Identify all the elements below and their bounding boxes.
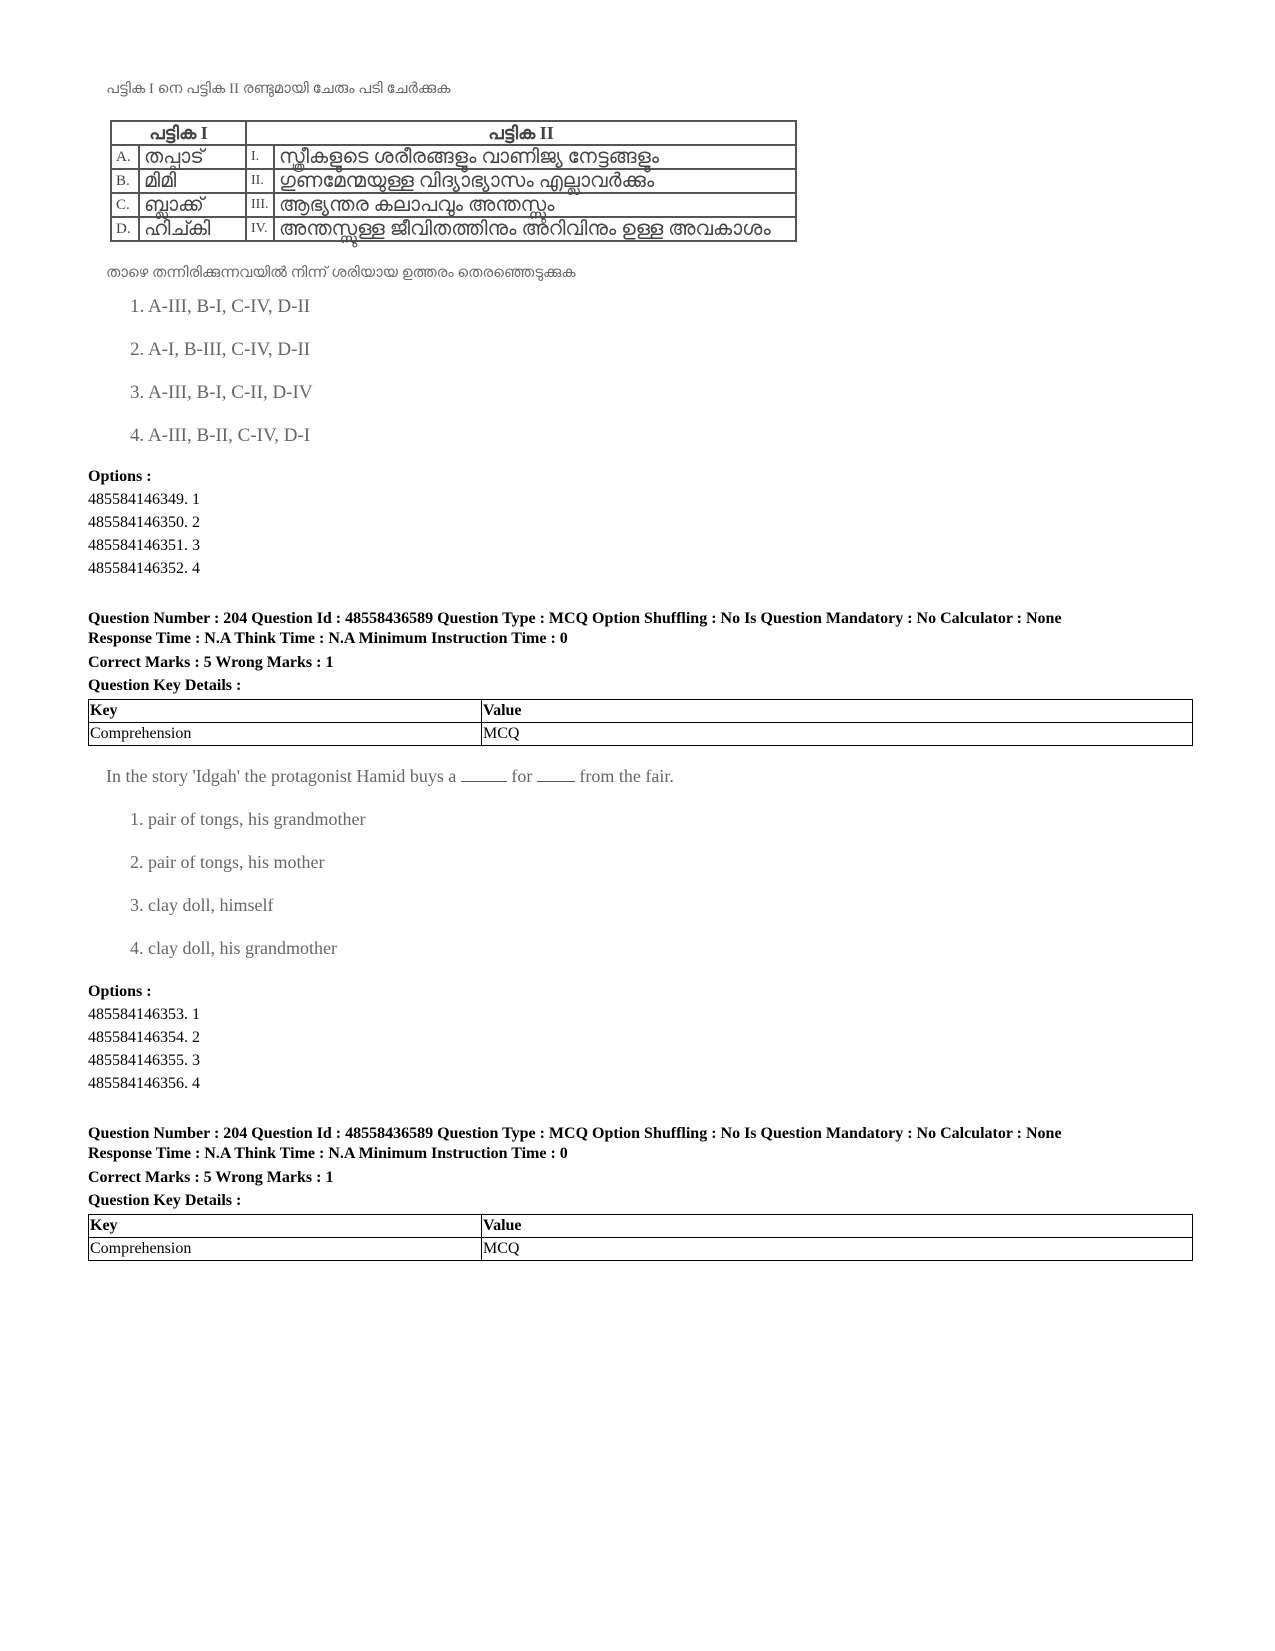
value-header: Value	[482, 700, 1193, 723]
key-details-label: Question Key Details :	[88, 1192, 242, 1209]
option-id: 485584146353. 1	[88, 1006, 200, 1023]
question-meta-line-1: Question Number : 204 Question Id : 48558436589 Question Type : MCQ Option Shuffling : No Is Question Mandatory : No Calculator : None	[88, 610, 1062, 627]
key-details-label: Question Key Details :	[88, 677, 242, 694]
row-roman: III.	[246, 193, 274, 217]
key-details-table	[88, 699, 1193, 746]
key-table-row	[89, 1238, 1193, 1261]
key-cell: Comprehension	[89, 1238, 482, 1261]
stem-part-3: from the fair.	[579, 766, 674, 786]
stem-part-1: In the story 'Idgah' the protagonist Hamid buys a	[106, 766, 457, 786]
row-letter: D.	[111, 217, 139, 241]
option-id: 485584146350. 2	[88, 514, 200, 531]
row-roman: I.	[246, 145, 274, 169]
row-letter: B.	[111, 169, 139, 193]
value-cell: MCQ	[482, 1238, 1193, 1261]
key-header: Key	[89, 1215, 482, 1238]
answer-prompt: താഴെ തന്നിരിക്കുന്നവയിൽ നിന്ന് ശരിയായ ഉത്തരം തെരഞ്ഞെടുക്കുക	[106, 265, 576, 281]
option-id: 485584146351. 3	[88, 537, 200, 554]
key-details-table	[88, 1214, 1193, 1261]
option-id: 485584146352. 4	[88, 560, 200, 577]
row-letter: C.	[111, 193, 139, 217]
question-meta-line-2: Response Time : N.A Think Time : N.A Minimum Instruction Time : 0	[88, 1145, 568, 1162]
option-id: 485584146354. 2	[88, 1029, 200, 1046]
option-id: 485584146355. 3	[88, 1052, 200, 1069]
option-id: 485584146356. 4	[88, 1075, 200, 1092]
row-roman: II.	[246, 169, 274, 193]
key-table-header	[89, 700, 1193, 723]
row-list-2-item: സ്ത്രീകളുടെ ശരീരങ്ങളും വാണിജ്യ നേട്ടങ്ങളും	[274, 145, 796, 169]
match-instruction: പട്ടിക I നെ പട്ടിക II രണ്ടുമായി ചേരും പടി ചേർക്കുക	[106, 81, 451, 97]
choice-3: 3. A-III, B-I, C-II, D-IV	[130, 382, 313, 403]
answer-blank	[537, 781, 575, 782]
key-table-row	[89, 723, 1193, 746]
list-2-header: പട്ടിക II	[246, 121, 796, 145]
choice-4: 4. clay doll, his grandmother	[130, 938, 337, 958]
match-table-row	[111, 145, 796, 169]
options-label: Options :	[88, 983, 152, 1000]
question-stem	[106, 766, 674, 787]
choice-3: 3. clay doll, himself	[130, 895, 274, 915]
key-table-header	[89, 1215, 1193, 1238]
row-list-2-item: അന്തസ്സുള്ള ജീവിതത്തിനും അറിവിനും ഉള്ള അവകാശം	[274, 217, 796, 241]
choice-2: 2. A-I, B-III, C-IV, D-II	[130, 339, 311, 360]
row-letter: A.	[111, 145, 139, 169]
row-list-1-item: ബ്ലാക്ക്	[139, 193, 246, 217]
row-list-2-item: ആഭ്യന്തര കലാപവും അന്തസ്സും	[274, 193, 796, 217]
match-table-row	[111, 169, 796, 193]
marks-line: Correct Marks : 5 Wrong Marks : 1	[88, 1169, 334, 1186]
stem-part-2: for	[511, 766, 533, 786]
choice-1: 1. A-III, B-I, C-IV, D-II	[130, 296, 311, 317]
choice-4: 4. A-III, B-II, C-IV, D-I	[130, 425, 311, 446]
row-list-1-item: മിമി	[139, 169, 246, 193]
row-roman: IV.	[246, 217, 274, 241]
answer-blank	[461, 781, 507, 782]
match-table-header-row	[111, 121, 796, 145]
question-meta-line-2: Response Time : N.A Think Time : N.A Minimum Instruction Time : 0	[88, 630, 568, 647]
key-cell: Comprehension	[89, 723, 482, 746]
value-cell: MCQ	[482, 723, 1193, 746]
match-table-row	[111, 217, 796, 241]
key-header: Key	[89, 700, 482, 723]
row-list-2-item: ഗുണമേന്മയുള്ള വിദ്യാഭ്യാസം എല്ലാവർക്കും	[274, 169, 796, 193]
match-table-row	[111, 193, 796, 217]
question-meta-line-1: Question Number : 204 Question Id : 48558436589 Question Type : MCQ Option Shuffling : No Is Question Mandatory : No Calculator : None	[88, 1125, 1062, 1142]
choice-2: 2. pair of tongs, his mother	[130, 852, 325, 872]
options-label: Options :	[88, 468, 152, 485]
choice-1: 1. pair of tongs, his grandmother	[130, 809, 366, 829]
row-list-1-item: ഹിച്കി	[139, 217, 246, 241]
marks-line: Correct Marks : 5 Wrong Marks : 1	[88, 654, 334, 671]
list-1-header: പട്ടിക I	[111, 121, 246, 145]
value-header: Value	[482, 1215, 1193, 1238]
option-id: 485584146349. 1	[88, 491, 200, 508]
match-table	[110, 120, 797, 242]
row-list-1-item: തപ്പാട്	[139, 145, 246, 169]
